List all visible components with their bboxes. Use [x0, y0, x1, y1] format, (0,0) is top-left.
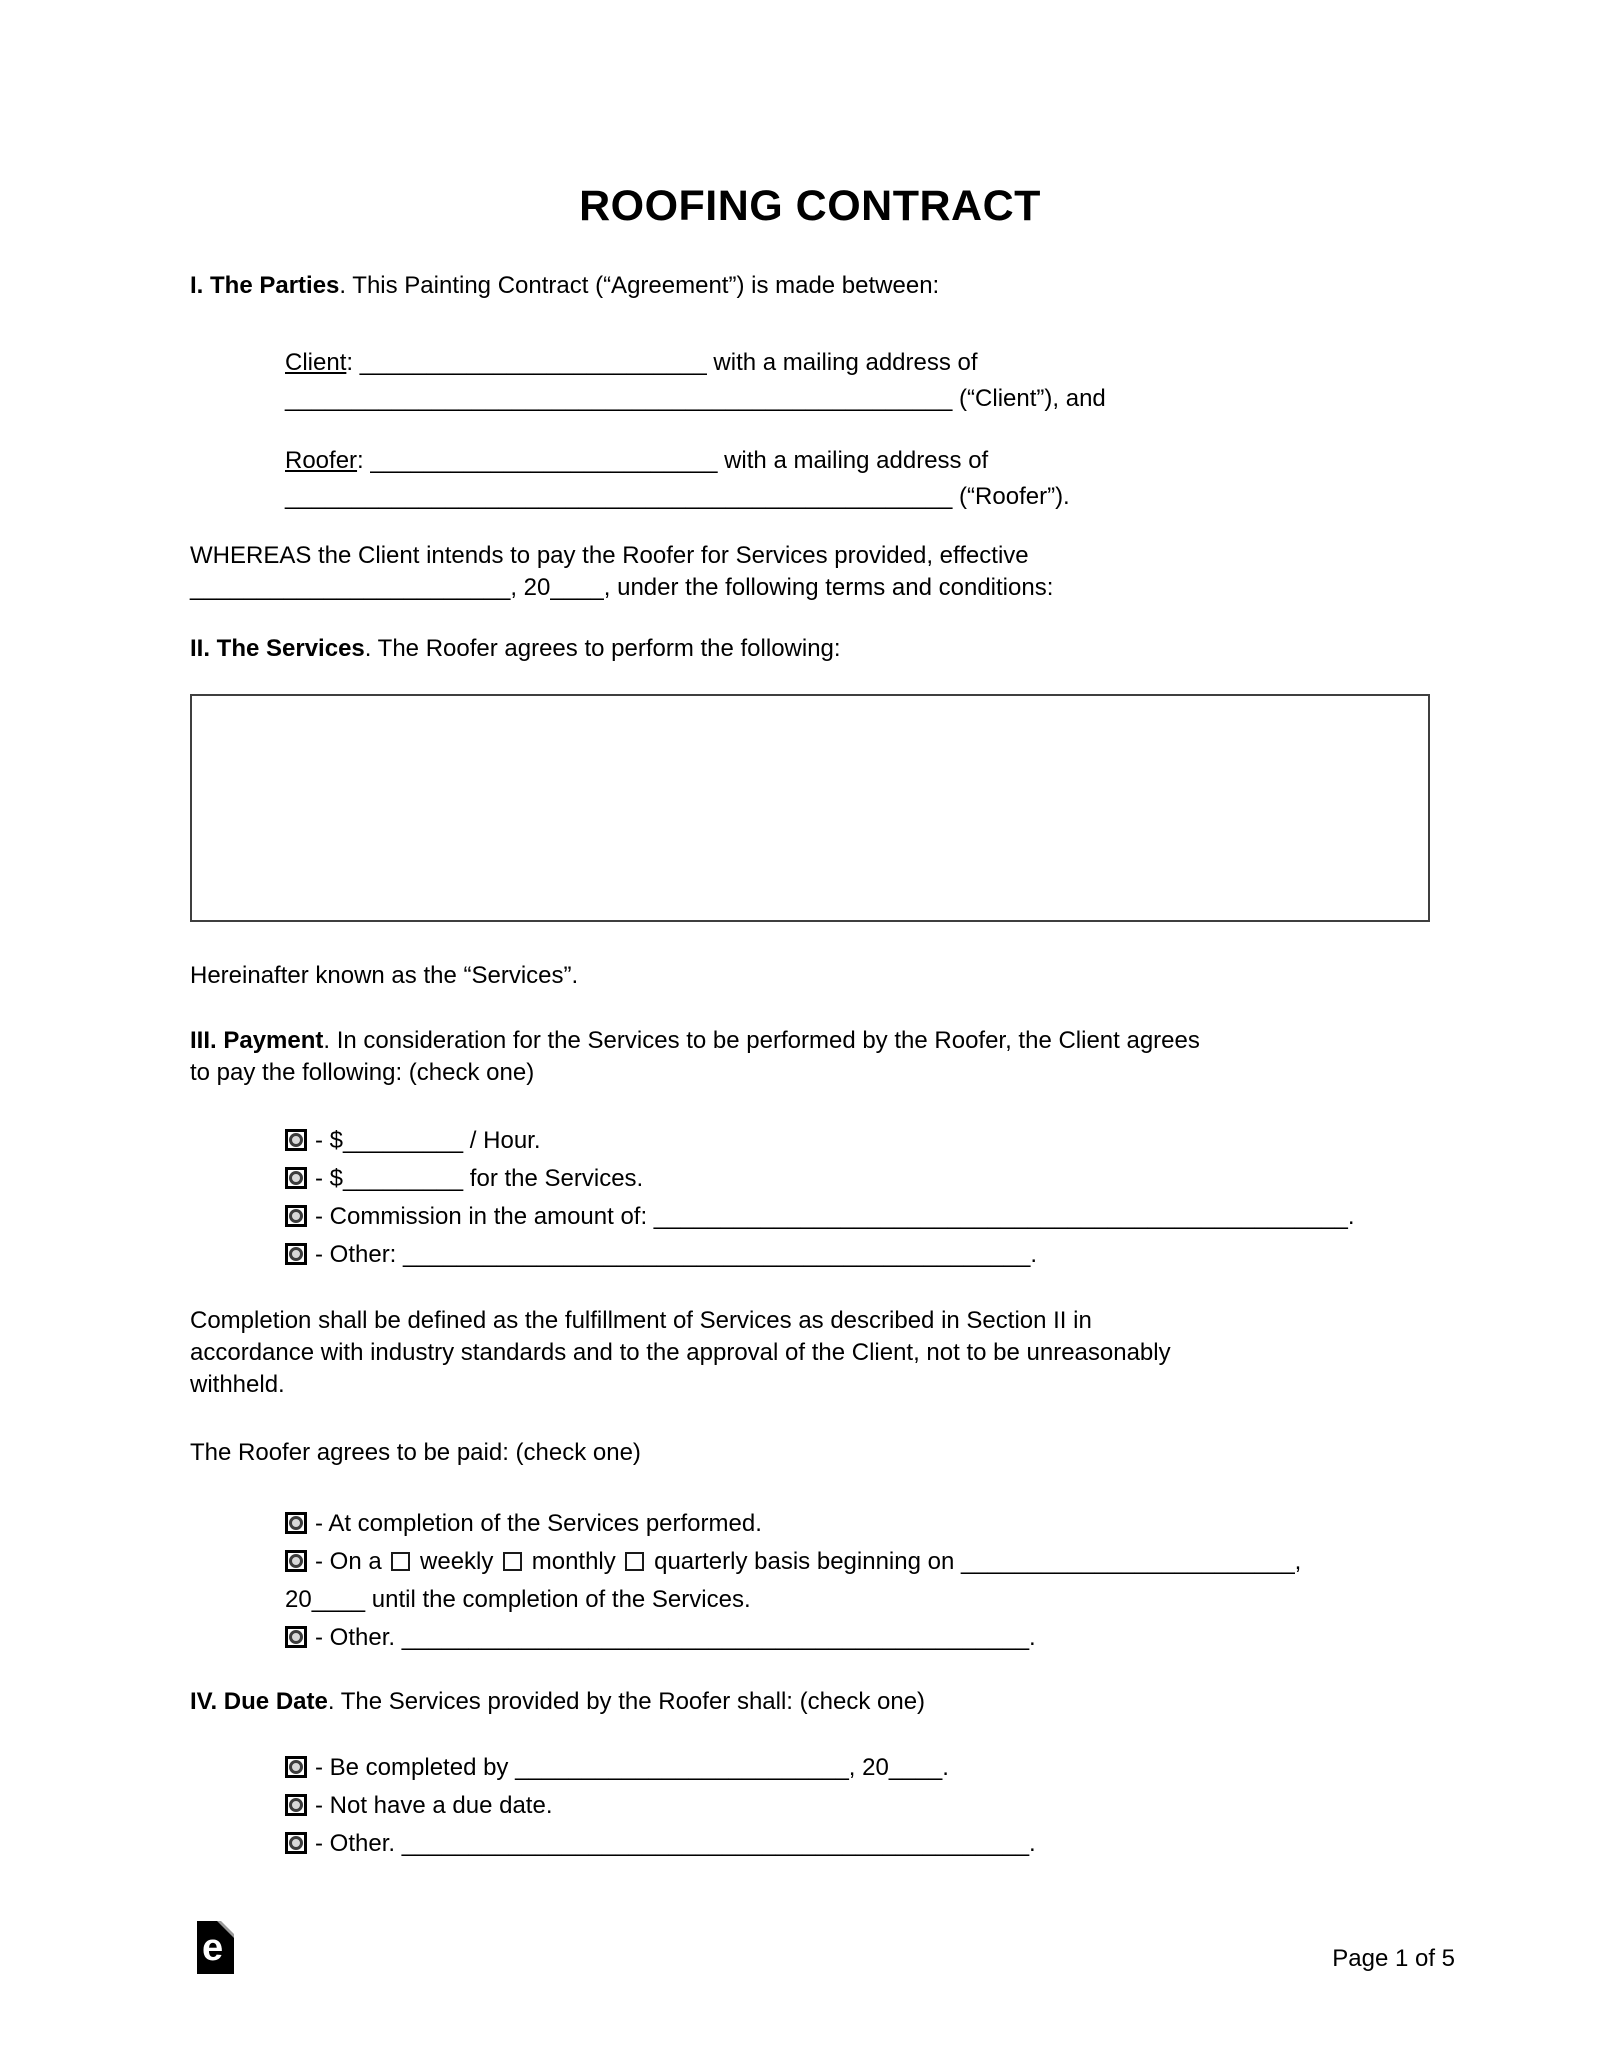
checkbox-bullseye-icon[interactable] — [285, 1626, 307, 1648]
paid-options-list — [285, 1505, 1430, 1657]
checkbox-bullseye-icon[interactable] — [285, 1832, 307, 1854]
section-duedate-heading-bold: IV. Due Date — [190, 1688, 328, 1715]
paid-option-other — [285, 1619, 1430, 1657]
section-payment-heading-rest-2: to pay the following: (check one) — [190, 1059, 535, 1086]
due-option-no-due-date — [285, 1787, 1430, 1825]
section-parties-heading-rest: . This Painting Contract (“Agreement”) is made between: — [339, 272, 940, 299]
paid-option-other-label: - Other. _______________________________________________. — [315, 1624, 1036, 1651]
section-payment-heading-rest-1: . In consideration for the Services to be performed by the Roofer, the Client agrees — [323, 1027, 1200, 1054]
checkbox-bullseye-icon[interactable] — [285, 1129, 307, 1151]
hereinafter-note: Hereinafter known as the “Services”. — [190, 962, 579, 989]
paid-option-at-completion-label: - At completion of the Services performed. — [315, 1510, 762, 1537]
completion-line-2: accordance with industry standards and to the approval of the Client, not to be unreasonably — [190, 1339, 1171, 1366]
section-payment-heading-bold: III. Payment — [190, 1027, 324, 1054]
due-option-completed-by — [285, 1749, 1430, 1787]
due-date-options-list — [285, 1749, 1430, 1863]
roofer-label: Roofer — [285, 447, 358, 474]
whereas-line-2: ________________________, 20____, under the following terms and conditions: — [190, 574, 1054, 601]
paid-option-weekly-label: weekly — [413, 1548, 501, 1575]
due-option-completed-by-label: - Be completed by _________________________, 20____. — [315, 1754, 949, 1781]
roofer-block — [285, 443, 1430, 515]
section-duedate-heading-rest: . The Services provided by the Roofer shall: (check one) — [327, 1688, 926, 1715]
paid-option-recurring-line-2: 20____ until the completion of the Services. — [285, 1586, 751, 1613]
payment-option-other — [285, 1236, 1430, 1274]
payment-option-hourly — [285, 1122, 1430, 1160]
roofer-line-1-rest: : __________________________ with a mailing address of — [357, 447, 989, 474]
checkbox-quarterly-icon[interactable] — [625, 1552, 644, 1571]
section-parties-heading — [190, 270, 1430, 302]
checkbox-bullseye-icon[interactable] — [285, 1167, 307, 1189]
section-duedate-heading — [190, 1686, 1430, 1718]
payment-option-hourly-label: - $_________ / Hour. — [315, 1127, 541, 1154]
contract-title: ROOFING CONTRACT — [579, 182, 1041, 230]
whereas-line-1: WHEREAS the Client intends to pay the Roofer for Services provided, effective — [190, 542, 1029, 569]
paid-option-monthly-label: monthly — [525, 1548, 623, 1575]
client-block — [285, 345, 1430, 417]
section-payment-heading — [190, 1025, 1430, 1089]
completion-line-3: withheld. — [190, 1371, 285, 1398]
section-parties-heading-bold: I. The Parties — [190, 272, 340, 299]
client-label: Client — [285, 349, 347, 376]
services-input-box[interactable] — [190, 694, 1430, 922]
checkbox-bullseye-icon[interactable] — [285, 1794, 307, 1816]
eforms-logo — [197, 1921, 234, 1974]
due-option-other-label: - Other. _______________________________________________. — [315, 1830, 1036, 1857]
checkbox-bullseye-icon[interactable] — [285, 1756, 307, 1778]
payment-option-commission — [285, 1198, 1430, 1236]
payment-option-other-label: - Other: _______________________________________________. — [315, 1241, 1038, 1268]
checkbox-monthly-icon[interactable] — [503, 1552, 522, 1571]
section-services-heading-rest: . The Roofer agrees to perform the following: — [364, 635, 841, 662]
roofer-paid-intro: The Roofer agrees to be paid: (check one) — [190, 1439, 641, 1466]
client-line-1 — [285, 345, 1430, 381]
paid-option-at-completion — [285, 1505, 1430, 1543]
payment-options-list — [285, 1122, 1430, 1274]
whereas-paragraph — [190, 540, 1430, 604]
checkbox-bullseye-icon[interactable] — [285, 1550, 307, 1572]
completion-paragraph — [190, 1305, 1430, 1401]
client-line-2: __________________________________________________ (“Client”), and — [285, 385, 1106, 412]
payment-option-fixed-label: - $_________ for the Services. — [315, 1165, 644, 1192]
eforms-logo-letter: e — [202, 1927, 224, 1969]
page-number: Page 1 of 5 — [1332, 1945, 1455, 1972]
section-services-heading — [190, 633, 1430, 665]
client-line-1-rest: : __________________________ with a mailing address of — [346, 349, 978, 376]
checkbox-weekly-icon[interactable] — [391, 1552, 410, 1571]
checkbox-bullseye-icon[interactable] — [285, 1205, 307, 1227]
payment-option-fixed — [285, 1160, 1430, 1198]
due-option-no-due-date-label: - Not have a due date. — [315, 1792, 553, 1819]
roofer-line-2: __________________________________________________ (“Roofer”). — [285, 483, 1070, 510]
payment-option-commission-label: - Commission in the amount of: ____________________________________________________. — [315, 1203, 1355, 1230]
due-option-other — [285, 1825, 1430, 1863]
paid-option-recurring — [285, 1543, 1430, 1619]
completion-line-1: Completion shall be defined as the fulfillment of Services as described in Section II in — [190, 1307, 1092, 1334]
paid-option-recurring-prefix: - On a — [315, 1548, 389, 1575]
section-services-heading-bold: II. The Services — [190, 635, 365, 662]
checkbox-bullseye-icon[interactable] — [285, 1243, 307, 1265]
roofer-line-1 — [285, 443, 1430, 479]
checkbox-bullseye-icon[interactable] — [285, 1512, 307, 1534]
paid-option-quarterly-label: quarterly basis beginning on _________________________, — [647, 1548, 1302, 1575]
